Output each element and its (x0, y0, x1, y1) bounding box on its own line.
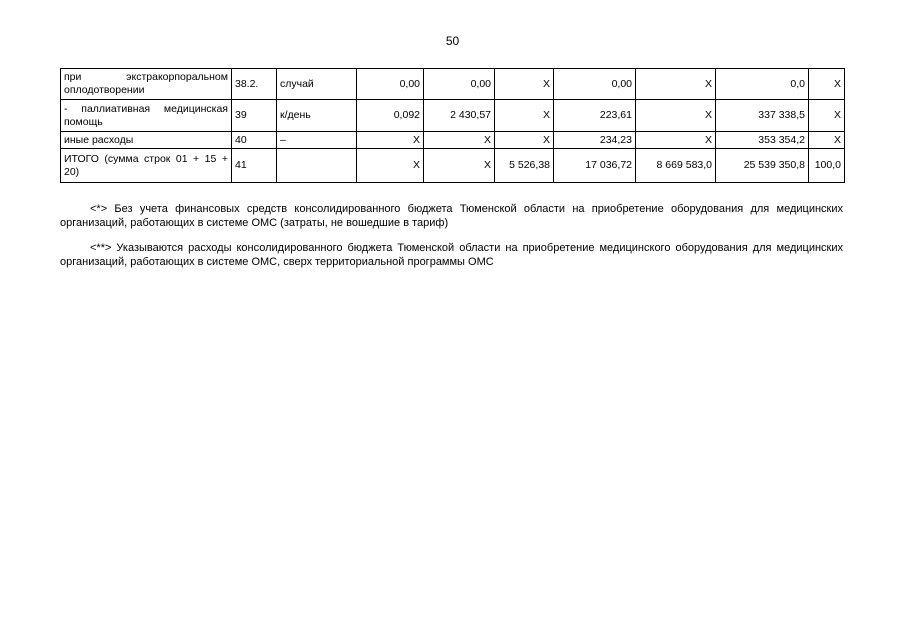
row-cell: Х (424, 149, 495, 183)
row-name: - паллиативная медицинская помощь (61, 100, 232, 132)
row-cell: 100,0 (809, 149, 845, 183)
row-cell: Х (636, 100, 716, 132)
row-cell: 223,61 (554, 100, 636, 132)
page-number: 50 (445, 34, 460, 48)
row-code: 38.2. (232, 69, 277, 100)
table-row (61, 132, 845, 149)
row-cell: 5 526,38 (495, 149, 554, 183)
row-cell: Х (809, 132, 845, 149)
row-cell: Х (495, 132, 554, 149)
row-name: иные расходы (61, 132, 232, 149)
row-cell: Х (636, 132, 716, 149)
row-cell: 8 669 583,0 (636, 149, 716, 183)
data-table (60, 68, 845, 183)
table-row (61, 149, 845, 183)
row-name: при экстракорпоральном оплодотворении (61, 69, 232, 100)
table-row (61, 69, 845, 100)
table-row (61, 100, 845, 132)
footnote-1: <*> Без учета финансовых средств консолидированного бюджета Тюменской области на приобретение оборудования для медицинских организаций, работающих в системе ОМС (затраты, не вошедшие в тариф) (60, 203, 843, 229)
row-name: ИТОГО (сумма строк 01 + 15 + 20) (61, 149, 232, 183)
row-cell: 0,00 (357, 69, 424, 100)
row-cell: Х (636, 69, 716, 100)
row-cell: Х (495, 100, 554, 132)
row-code: 41 (232, 149, 277, 183)
row-cell: 337 338,5 (716, 100, 809, 132)
row-cell: 234,23 (554, 132, 636, 149)
row-code: 39 (232, 100, 277, 132)
row-unit (277, 149, 357, 183)
row-cell: 25 539 350,8 (716, 149, 809, 183)
row-cell: Х (809, 100, 845, 132)
row-cell: Х (357, 132, 424, 149)
row-code: 40 (232, 132, 277, 149)
row-unit: к/день (277, 100, 357, 132)
row-unit: случай (277, 69, 357, 100)
row-cell: 353 354,2 (716, 132, 809, 149)
row-cell: 0,0 (716, 69, 809, 100)
row-cell: 17 036,72 (554, 149, 636, 183)
row-cell: Х (357, 149, 424, 183)
row-cell: 0,092 (357, 100, 424, 132)
row-cell: 0,00 (554, 69, 636, 100)
row-cell: Х (809, 69, 845, 100)
row-cell: 0,00 (424, 69, 495, 100)
row-cell: 2 430,57 (424, 100, 495, 132)
row-cell: Х (495, 69, 554, 100)
row-unit: – (277, 132, 357, 149)
footnote-2: <**> Указываются расходы консолидированного бюджета Тюменской области на приобретение медицинского оборудования для медицинских организаций, работающих в системе ОМС, сверх территориальной программы ОМС (60, 242, 843, 268)
row-cell: Х (424, 132, 495, 149)
